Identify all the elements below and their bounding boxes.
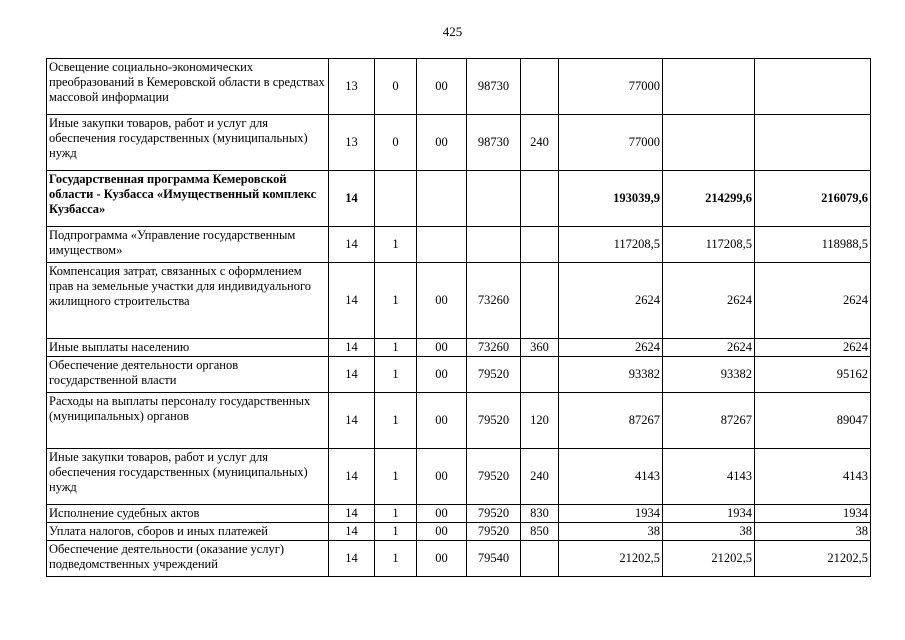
- table-row: [47, 339, 871, 357]
- table-row: [47, 541, 871, 577]
- subprogram-code-cell: 1: [375, 357, 417, 393]
- amount-year-2-cell: 21202,5: [663, 541, 755, 577]
- section-code-cell: 13: [329, 115, 375, 171]
- amount-year-1-cell: 77000: [559, 59, 663, 115]
- amount-year-2-cell: 117208,5: [663, 227, 755, 263]
- section-code-cell: 14: [329, 523, 375, 541]
- amount-year-2-cell: 214299,6: [663, 171, 755, 227]
- amount-year-2-cell: 93382: [663, 357, 755, 393]
- amount-year-3-cell: [755, 59, 871, 115]
- measure-code-cell: 00: [417, 59, 467, 115]
- amount-year-2-cell: 2624: [663, 263, 755, 339]
- subprogram-code-cell: 1: [375, 505, 417, 523]
- section-code-cell: 14: [329, 505, 375, 523]
- table-row: [47, 59, 871, 115]
- section-code-cell: 13: [329, 59, 375, 115]
- amount-year-3-cell: 118988,5: [755, 227, 871, 263]
- subprogram-code-cell: 1: [375, 523, 417, 541]
- measure-code-cell: 00: [417, 449, 467, 505]
- amount-year-3-cell: 2624: [755, 263, 871, 339]
- subprogram-code-cell: 0: [375, 59, 417, 115]
- row-name-cell: Обеспечение деятельности органов государственной власти: [47, 357, 329, 393]
- amount-year-1-cell: 1934: [559, 505, 663, 523]
- expense-type-cell: 240: [521, 115, 559, 171]
- measure-code-cell: [417, 171, 467, 227]
- measure-code-cell: 00: [417, 541, 467, 577]
- subprogram-code-cell: 1: [375, 449, 417, 505]
- table-row: [47, 523, 871, 541]
- amount-year-1-cell: 77000: [559, 115, 663, 171]
- direction-code-cell: 98730: [467, 59, 521, 115]
- table-row: [47, 449, 871, 505]
- amount-year-3-cell: 89047: [755, 393, 871, 449]
- table-body: [47, 59, 871, 577]
- section-code-cell: 14: [329, 357, 375, 393]
- expense-type-cell: [521, 227, 559, 263]
- page-number: 425: [442, 24, 463, 39]
- amount-year-1-cell: 2624: [559, 263, 663, 339]
- amount-year-3-cell: 4143: [755, 449, 871, 505]
- section-code-cell: 14: [329, 339, 375, 357]
- table-row: [47, 505, 871, 523]
- row-name-cell: Освещение социально-экономических преобразований в Кемеровской области в средствах массовой информации: [47, 59, 329, 115]
- table-row: [47, 357, 871, 393]
- amount-year-2-cell: 2624: [663, 339, 755, 357]
- amount-year-2-cell: 87267: [663, 393, 755, 449]
- section-code-cell: 14: [329, 393, 375, 449]
- amount-year-1-cell: 193039,9: [559, 171, 663, 227]
- table-row: [47, 115, 871, 171]
- row-name-cell: Компенсация затрат, связанных с оформлением прав на земельные участки для индивидуального жилищного строительства: [47, 263, 329, 339]
- measure-code-cell: 00: [417, 523, 467, 541]
- amount-year-2-cell: 38: [663, 523, 755, 541]
- subprogram-code-cell: 1: [375, 263, 417, 339]
- direction-code-cell: 79520: [467, 523, 521, 541]
- amount-year-3-cell: 38: [755, 523, 871, 541]
- section-code-cell: 14: [329, 263, 375, 339]
- row-name-cell: Исполнение судебных актов: [47, 505, 329, 523]
- section-code-cell: 14: [329, 541, 375, 577]
- direction-code-cell: [467, 171, 521, 227]
- amount-year-3-cell: [755, 115, 871, 171]
- direction-code-cell: 73260: [467, 339, 521, 357]
- table-row: [47, 393, 871, 449]
- direction-code-cell: 79540: [467, 541, 521, 577]
- amount-year-2-cell: 4143: [663, 449, 755, 505]
- amount-year-1-cell: 93382: [559, 357, 663, 393]
- amount-year-1-cell: 21202,5: [559, 541, 663, 577]
- direction-code-cell: 79520: [467, 357, 521, 393]
- table-row: [47, 263, 871, 339]
- subprogram-code-cell: 0: [375, 115, 417, 171]
- direction-code-cell: 79520: [467, 505, 521, 523]
- direction-code-cell: 98730: [467, 115, 521, 171]
- amount-year-1-cell: 87267: [559, 393, 663, 449]
- amount-year-3-cell: 21202,5: [755, 541, 871, 577]
- row-name-cell: Иные выплаты населению: [47, 339, 329, 357]
- direction-code-cell: 79520: [467, 393, 521, 449]
- row-name-cell: Иные закупки товаров, работ и услуг для обеспечения государственных (муниципальных) нужд: [47, 115, 329, 171]
- amount-year-1-cell: 4143: [559, 449, 663, 505]
- amount-year-3-cell: 2624: [755, 339, 871, 357]
- expense-type-cell: [521, 357, 559, 393]
- direction-code-cell: 73260: [467, 263, 521, 339]
- row-name-cell: Обеспечение деятельности (оказание услуг) подведомственных учреждений: [47, 541, 329, 577]
- expense-type-cell: 830: [521, 505, 559, 523]
- subprogram-code-cell: [375, 171, 417, 227]
- subprogram-code-cell: 1: [375, 339, 417, 357]
- measure-code-cell: 00: [417, 357, 467, 393]
- expense-type-cell: [521, 263, 559, 339]
- row-name-cell: Подпрограмма «Управление государственным имуществом»: [47, 227, 329, 263]
- direction-code-cell: [467, 227, 521, 263]
- amount-year-3-cell: 1934: [755, 505, 871, 523]
- section-code-cell: 14: [329, 449, 375, 505]
- amount-year-2-cell: [663, 59, 755, 115]
- subprogram-code-cell: 1: [375, 393, 417, 449]
- measure-code-cell: 00: [417, 339, 467, 357]
- measure-code-cell: [417, 227, 467, 263]
- budget-table: [46, 58, 871, 577]
- expense-type-cell: 120: [521, 393, 559, 449]
- row-name-cell: Расходы на выплаты персоналу государственных (муниципальных) органов: [47, 393, 329, 449]
- amount-year-3-cell: 216079,6: [755, 171, 871, 227]
- measure-code-cell: 00: [417, 393, 467, 449]
- subprogram-code-cell: 1: [375, 227, 417, 263]
- measure-code-cell: 00: [417, 263, 467, 339]
- amount-year-2-cell: [663, 115, 755, 171]
- amount-year-1-cell: 38: [559, 523, 663, 541]
- row-name-cell: Уплата налогов, сборов и иных платежей: [47, 523, 329, 541]
- expense-type-cell: [521, 541, 559, 577]
- amount-year-1-cell: 117208,5: [559, 227, 663, 263]
- measure-code-cell: 00: [417, 505, 467, 523]
- table-row: [47, 227, 871, 263]
- amount-year-3-cell: 95162: [755, 357, 871, 393]
- measure-code-cell: 00: [417, 115, 467, 171]
- amount-year-1-cell: 2624: [559, 339, 663, 357]
- subprogram-code-cell: 1: [375, 541, 417, 577]
- section-code-cell: 14: [329, 171, 375, 227]
- expense-type-cell: 240: [521, 449, 559, 505]
- direction-code-cell: 79520: [467, 449, 521, 505]
- expense-type-cell: [521, 59, 559, 115]
- section-code-cell: 14: [329, 227, 375, 263]
- table-row: [47, 171, 871, 227]
- amount-year-2-cell: 1934: [663, 505, 755, 523]
- row-name-cell: Иные закупки товаров, работ и услуг для обеспечения государственных (муниципальных) нужд: [47, 449, 329, 505]
- row-name-cell: Государственная программа Кемеровской области - Кузбасса «Имущественный комплекс Кузбасса»: [47, 171, 329, 227]
- expense-type-cell: 850: [521, 523, 559, 541]
- expense-type-cell: [521, 171, 559, 227]
- expense-type-cell: 360: [521, 339, 559, 357]
